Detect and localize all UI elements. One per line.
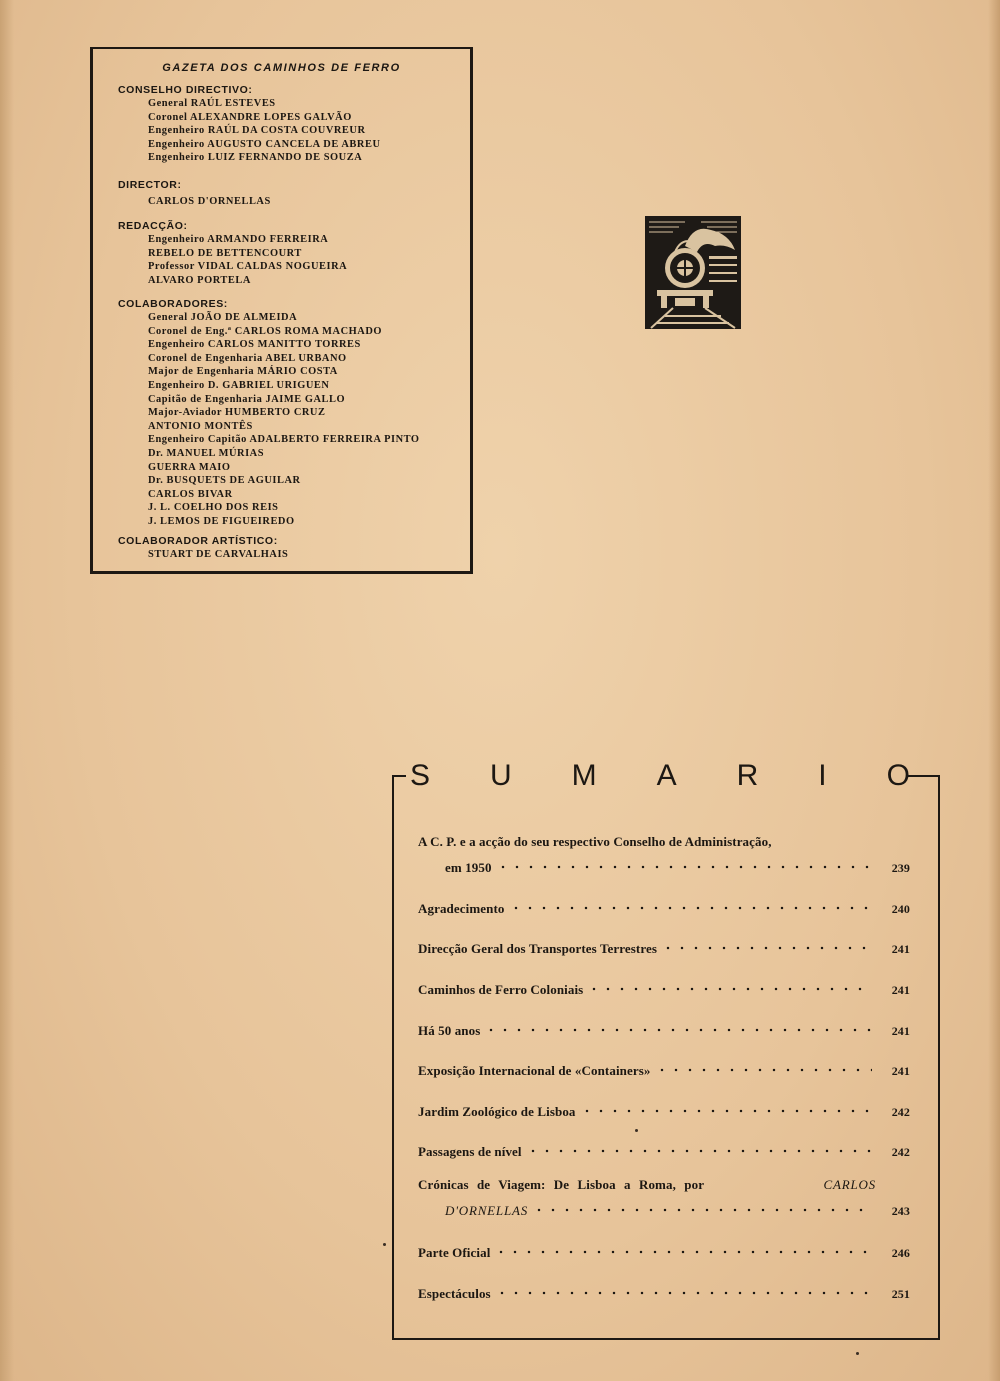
section-heading: CONSELHO DIRECTIVO:: [118, 84, 253, 96]
toc-entry-title: Direcção Geral dos Transportes Terrestres: [418, 941, 658, 956]
toc-page-number: 240: [891, 902, 910, 916]
toc-entry: [418, 974, 910, 997]
staff-member: CARLOS D'ORNELLAS: [148, 196, 271, 207]
staff-member: Coronel ALEXANDRE LOPES GALVÃO: [148, 111, 352, 123]
ink-fleck: [635, 1129, 638, 1132]
toc-entry-title: Exposição Internacional de «Containers»: [418, 1063, 651, 1078]
toc-frame-top-left: [392, 775, 406, 777]
toc-page-number: 246: [891, 1246, 910, 1260]
staff-member: General JOÃO DE ALMEIDA: [148, 312, 298, 323]
toc-entry: [418, 893, 910, 916]
toc-entry-title: A C. P. e a acção do seu respectivo Conselho de Administração,: [418, 834, 772, 849]
toc-entry: [418, 1278, 910, 1301]
toc-heading-letter: M: [571, 759, 597, 792]
toc-entry-title-continued: D'ORNELLAS: [445, 1203, 529, 1218]
staff-box: [90, 47, 473, 574]
toc-leader-dots: [580, 1096, 872, 1116]
toc-leader-dots: [495, 1278, 872, 1298]
gazette-title: GAZETA DOS CAMINHOS DE FERRO: [162, 62, 401, 74]
toc-leader-dots: [661, 933, 872, 953]
table-of-contents: [392, 758, 940, 1340]
toc-page-number: 239: [891, 861, 910, 875]
toc-leader-dots: [494, 1237, 872, 1257]
toc-heading-letter: S: [410, 759, 431, 792]
toc-entry-title: Parte Oficial: [418, 1245, 491, 1260]
toc-entry: [418, 1096, 910, 1119]
staff-member: Coronel de Engenharia ABEL URBANO: [148, 352, 347, 364]
staff-member: Engenheiro Capitão ADALBERTO FERREIRA PINTO: [148, 434, 420, 446]
toc-heading-letter: U: [490, 759, 512, 792]
toc-page-number: 241: [891, 1024, 910, 1038]
toc-leader-dots: [655, 1055, 873, 1075]
staff-member: ALVARO PORTELA: [148, 274, 251, 286]
staff-member: Professor VIDAL CALDAS NOGUEIRA: [148, 261, 348, 273]
toc-entry: [418, 1175, 910, 1218]
staff-member: General RAÚL ESTEVES: [148, 98, 276, 109]
staff-member: J. LEMOS DE FIGUEIREDO: [148, 515, 295, 527]
section-heading: DIRECTOR:: [118, 179, 182, 191]
toc-heading-letter: R: [736, 759, 759, 792]
toc-leader-dots: [496, 852, 872, 872]
section-redaccao: [118, 219, 347, 287]
staff-member: Engenheiro AUGUSTO CANCELA DE ABREU: [148, 138, 381, 150]
toc-leader-dots: [526, 1136, 872, 1156]
toc-entry-title: Espectáculos: [418, 1286, 491, 1301]
toc-frame-top-right: [908, 775, 940, 777]
staff-member: Engenheiro CARLOS MANITTO TORRES: [148, 339, 361, 351]
staff-member: Dr. BUSQUETS DE AGUILAR: [148, 475, 301, 487]
toc-entry-title: Agradecimento: [418, 901, 505, 916]
toc-heading-letter: I: [818, 759, 827, 792]
staff-member: Engenheiro LUIZ FERNANDO DE SOUZA: [148, 152, 363, 164]
toc-leader-dots: [509, 893, 873, 913]
staff-member: Major-Aviador HUMBERTO CRUZ: [148, 407, 326, 419]
ink-fleck: [383, 1243, 386, 1246]
section-colaborador-artistico: [118, 534, 288, 562]
staff-member: Coronel de Eng.ª CARLOS ROMA MACHADO: [148, 325, 383, 337]
toc-page-number: 242: [891, 1145, 910, 1159]
paper-edge-right: [988, 0, 1000, 1381]
toc-entry-title-continued: em 1950: [445, 860, 492, 875]
toc-leader-dots: [484, 1015, 872, 1035]
staff-member: J. L. COELHO DOS REIS: [148, 502, 279, 514]
staff-member: CARLOS BIVAR: [148, 488, 233, 500]
toc-entry: [418, 1237, 910, 1260]
toc-entry-title: Caminhos de Ferro Coloniais: [418, 982, 584, 997]
toc-heading-letter: O: [886, 759, 910, 792]
staff-member: REBELO DE BETTENCOURT: [148, 247, 302, 259]
toc-page-number: 251: [891, 1287, 910, 1301]
staff-member: Dr. MANUEL MÚRIAS: [148, 447, 265, 459]
locomotive-woodcut-icon: [645, 216, 741, 329]
toc-page-number: 242: [891, 1105, 910, 1119]
section-conselho-directivo: [118, 83, 381, 165]
toc-entry-title: Jardim Zoológico de Lisboa: [418, 1104, 576, 1119]
toc-heading-letter: A: [656, 759, 677, 792]
toc-page-number: 243: [891, 1204, 910, 1218]
section-heading: COLABORADORES:: [118, 298, 228, 310]
staff-member: GUERRA MAIO: [148, 461, 231, 473]
toc-entry-author: CARLOS: [823, 1177, 876, 1192]
paper-edge-left: [0, 0, 14, 1381]
staff-member: ANTONIO MONTÊS: [148, 420, 253, 432]
ink-fleck: [856, 1352, 859, 1355]
toc-page-number: 241: [891, 942, 910, 956]
section-director: [118, 178, 271, 209]
toc-entry-title: Há 50 anos: [418, 1023, 481, 1038]
toc-entry-title: Crónicas de Viagem: De Lisboa a Roma, por: [418, 1177, 705, 1192]
staff-member: Engenheiro ARMANDO FERREIRA: [148, 234, 329, 245]
staff-member: Engenheiro RAÚL DA COSTA COUVREUR: [148, 125, 366, 137]
staff-member: Capitão de Engenharia JAIME GALLO: [148, 393, 346, 405]
toc-page-number: 241: [891, 1064, 910, 1078]
toc-entry: [418, 933, 910, 956]
toc-entry-title: Passagens de nível: [418, 1144, 522, 1159]
staff-member: Engenheiro D. GABRIEL URIGUEN: [148, 379, 330, 391]
toc-page-number: 241: [891, 983, 910, 997]
staff-member: Major de Engenharia MÁRIO COSTA: [148, 366, 338, 378]
toc-leader-dots: [587, 974, 872, 994]
toc-leader-dots: [532, 1195, 872, 1215]
toc-entry: [418, 1015, 910, 1038]
toc-entry: [418, 1136, 910, 1159]
toc-entry: [418, 1055, 910, 1078]
staff-member: STUART DE CARVALHAIS: [148, 549, 289, 560]
toc-heading: [410, 758, 910, 794]
section-colaboradores: [118, 297, 420, 529]
section-heading: COLABORADOR ARTÍSTICO:: [118, 535, 278, 547]
section-heading: REDACÇÃO:: [118, 220, 188, 232]
toc-entry: [418, 832, 910, 875]
